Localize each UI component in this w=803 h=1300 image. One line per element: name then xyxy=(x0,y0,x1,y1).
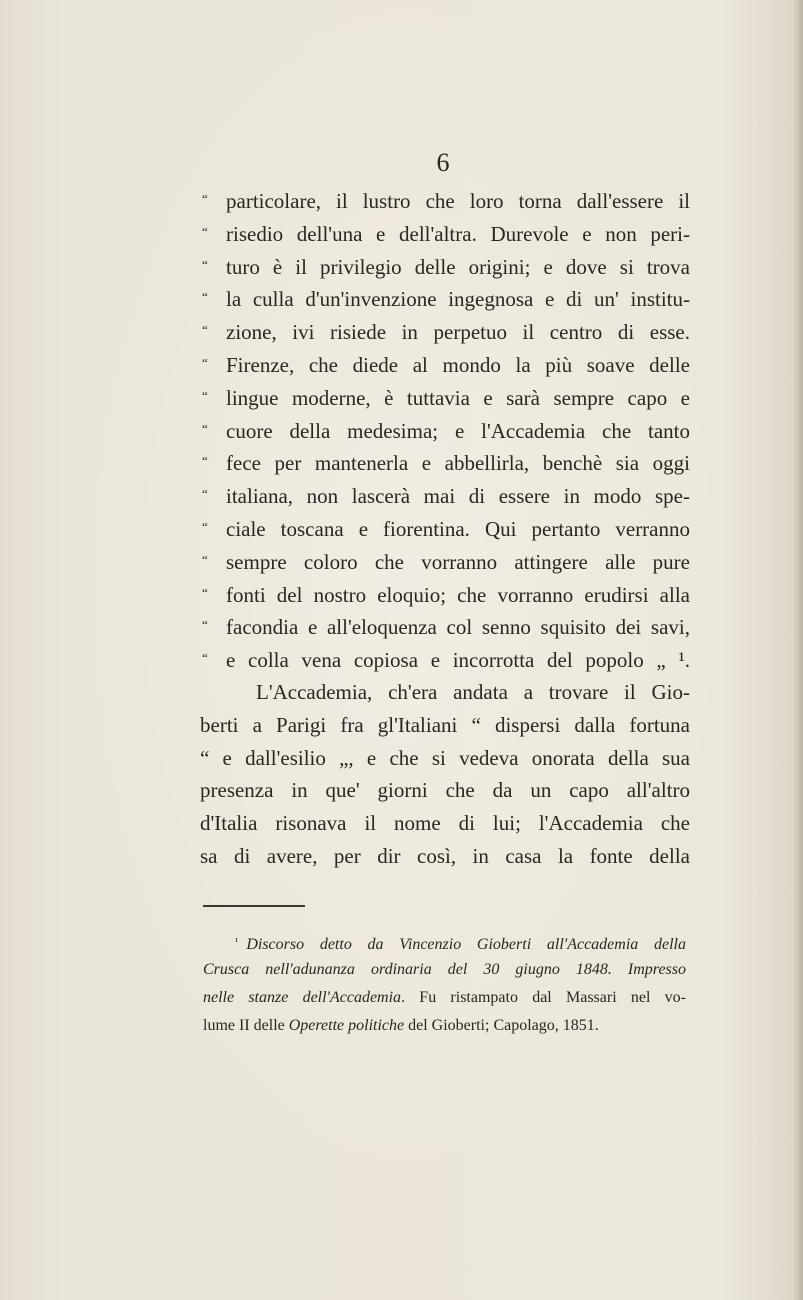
quote-line xyxy=(200,579,690,612)
body-line: berti a Parigi fra gl'Italiani “ dispersi dalla fortuna xyxy=(200,712,690,737)
footnote-line-1-text: Discorso detto da Vincenzio Gioberti all'Accademia della xyxy=(246,936,686,953)
quote-line-text: Firenze, che diede al mondo la più soave delle xyxy=(226,352,690,377)
quote-mark: “ xyxy=(202,486,208,502)
quote-mark: “ xyxy=(202,551,208,567)
quote-mark: “ xyxy=(202,584,208,600)
footnote xyxy=(203,928,686,1040)
footnote-rule xyxy=(203,905,305,907)
quote-mark: “ xyxy=(202,191,208,206)
quote-line xyxy=(200,415,690,448)
quote-mark: “ xyxy=(202,387,208,403)
quote-line xyxy=(200,480,690,513)
footnote-line-4-text-a: lume II delle xyxy=(203,1017,289,1034)
footnote-line-3-text: . Fu ristampato dal Massari nel vo- xyxy=(401,989,686,1006)
footnote-marker: ¹ xyxy=(235,936,239,948)
quote-line-text: facondia e all'eloquenza col senno squisito dei savi, xyxy=(226,615,690,640)
footnote-line-3-italic: nelle stanze dell'Accademia xyxy=(203,989,402,1006)
quoted-passage xyxy=(200,185,690,677)
quote-line-text: turo è il privilegio delle origini; e dove si trova xyxy=(226,254,690,279)
body-line: d'Italia risonava il nome di lui; l'Accademia che xyxy=(200,811,690,836)
quote-mark: “ xyxy=(202,650,208,666)
quote-mark: “ xyxy=(202,354,208,370)
quote-line-text: zione, ivi risiede in perpetuo il centro di esse. xyxy=(226,320,690,345)
body-paragraph xyxy=(200,676,690,873)
quote-line xyxy=(200,218,690,251)
quote-line-text: la culla d'un'invenzione ingegnosa e di un' institu- xyxy=(226,287,690,312)
footnote-line-3 xyxy=(203,984,686,1012)
quote-line-text: ciale toscana e fiorentina. Qui pertanto verranno xyxy=(226,516,690,541)
page-edge-shadow xyxy=(793,0,803,1300)
quote-line-text: cuore della medesima; e l'Accademia che tanto xyxy=(226,418,690,443)
quote-line xyxy=(200,283,690,316)
quote-line xyxy=(200,185,690,218)
quote-line xyxy=(200,611,690,644)
quote-line-text: lingue moderne, è tuttavia e sarà sempre capo e xyxy=(226,385,690,410)
quote-line xyxy=(200,251,690,284)
quote-line-text: sempre coloro che vorranno attingere alle pure xyxy=(226,549,690,574)
quote-line xyxy=(200,349,690,382)
quote-line-text: risedio dell'una e dell'altra. Durevole e non peri- xyxy=(226,221,690,246)
quote-line xyxy=(200,382,690,415)
quote-mark: “ xyxy=(202,420,208,436)
footnote-line-4 xyxy=(203,1012,686,1040)
footnote-line-4-italic: Operette politiche xyxy=(288,1017,405,1034)
quote-line xyxy=(200,513,690,546)
quote-mark: “ xyxy=(202,322,208,338)
body-line: L'Accademia, ch'era andata a trovare il Gio- xyxy=(256,680,690,704)
body-line: “ e dall'esilio „, e che si vedeva onorata della sua xyxy=(200,745,690,770)
quote-line xyxy=(200,546,690,579)
quote-line-text: italiana, non lascerà mai di essere in modo spe- xyxy=(226,484,690,509)
quote-mark: “ xyxy=(202,617,208,633)
quote-line xyxy=(200,316,690,349)
quote-line xyxy=(200,644,690,677)
footnote-line-2: Crusca nell'adunanza ordinaria del 30 giugno 1848. Impresso xyxy=(203,961,686,978)
quote-mark: “ xyxy=(202,256,208,272)
footnote-line-4-text-b: del Gioberti; Capolago, 1851. xyxy=(404,1017,599,1034)
quote-line-text: e colla vena copiosa e incorrotta del popolo „ ¹. xyxy=(226,648,690,673)
page-number: 6 xyxy=(436,148,450,177)
quote-line-text: fece per mantenerla e abbellirla, benchè sia oggi xyxy=(226,451,690,476)
quote-line-text: particolare, il lustro che loro torna dall'essere il xyxy=(226,189,690,213)
body-line: sa di avere, per dir così, in casa la fonte della xyxy=(200,843,690,868)
quote-line xyxy=(200,447,690,480)
quote-line-text: fonti del nostro eloquio; che vorranno erudirsi alla xyxy=(226,582,690,607)
body-line: presenza in que' giorni che da un capo all'altro xyxy=(200,778,690,803)
quote-mark: “ xyxy=(202,223,208,239)
footnote-line-1 xyxy=(203,928,686,956)
quote-mark: “ xyxy=(202,518,208,534)
quote-mark: “ xyxy=(202,289,208,305)
quote-mark: “ xyxy=(202,453,208,469)
